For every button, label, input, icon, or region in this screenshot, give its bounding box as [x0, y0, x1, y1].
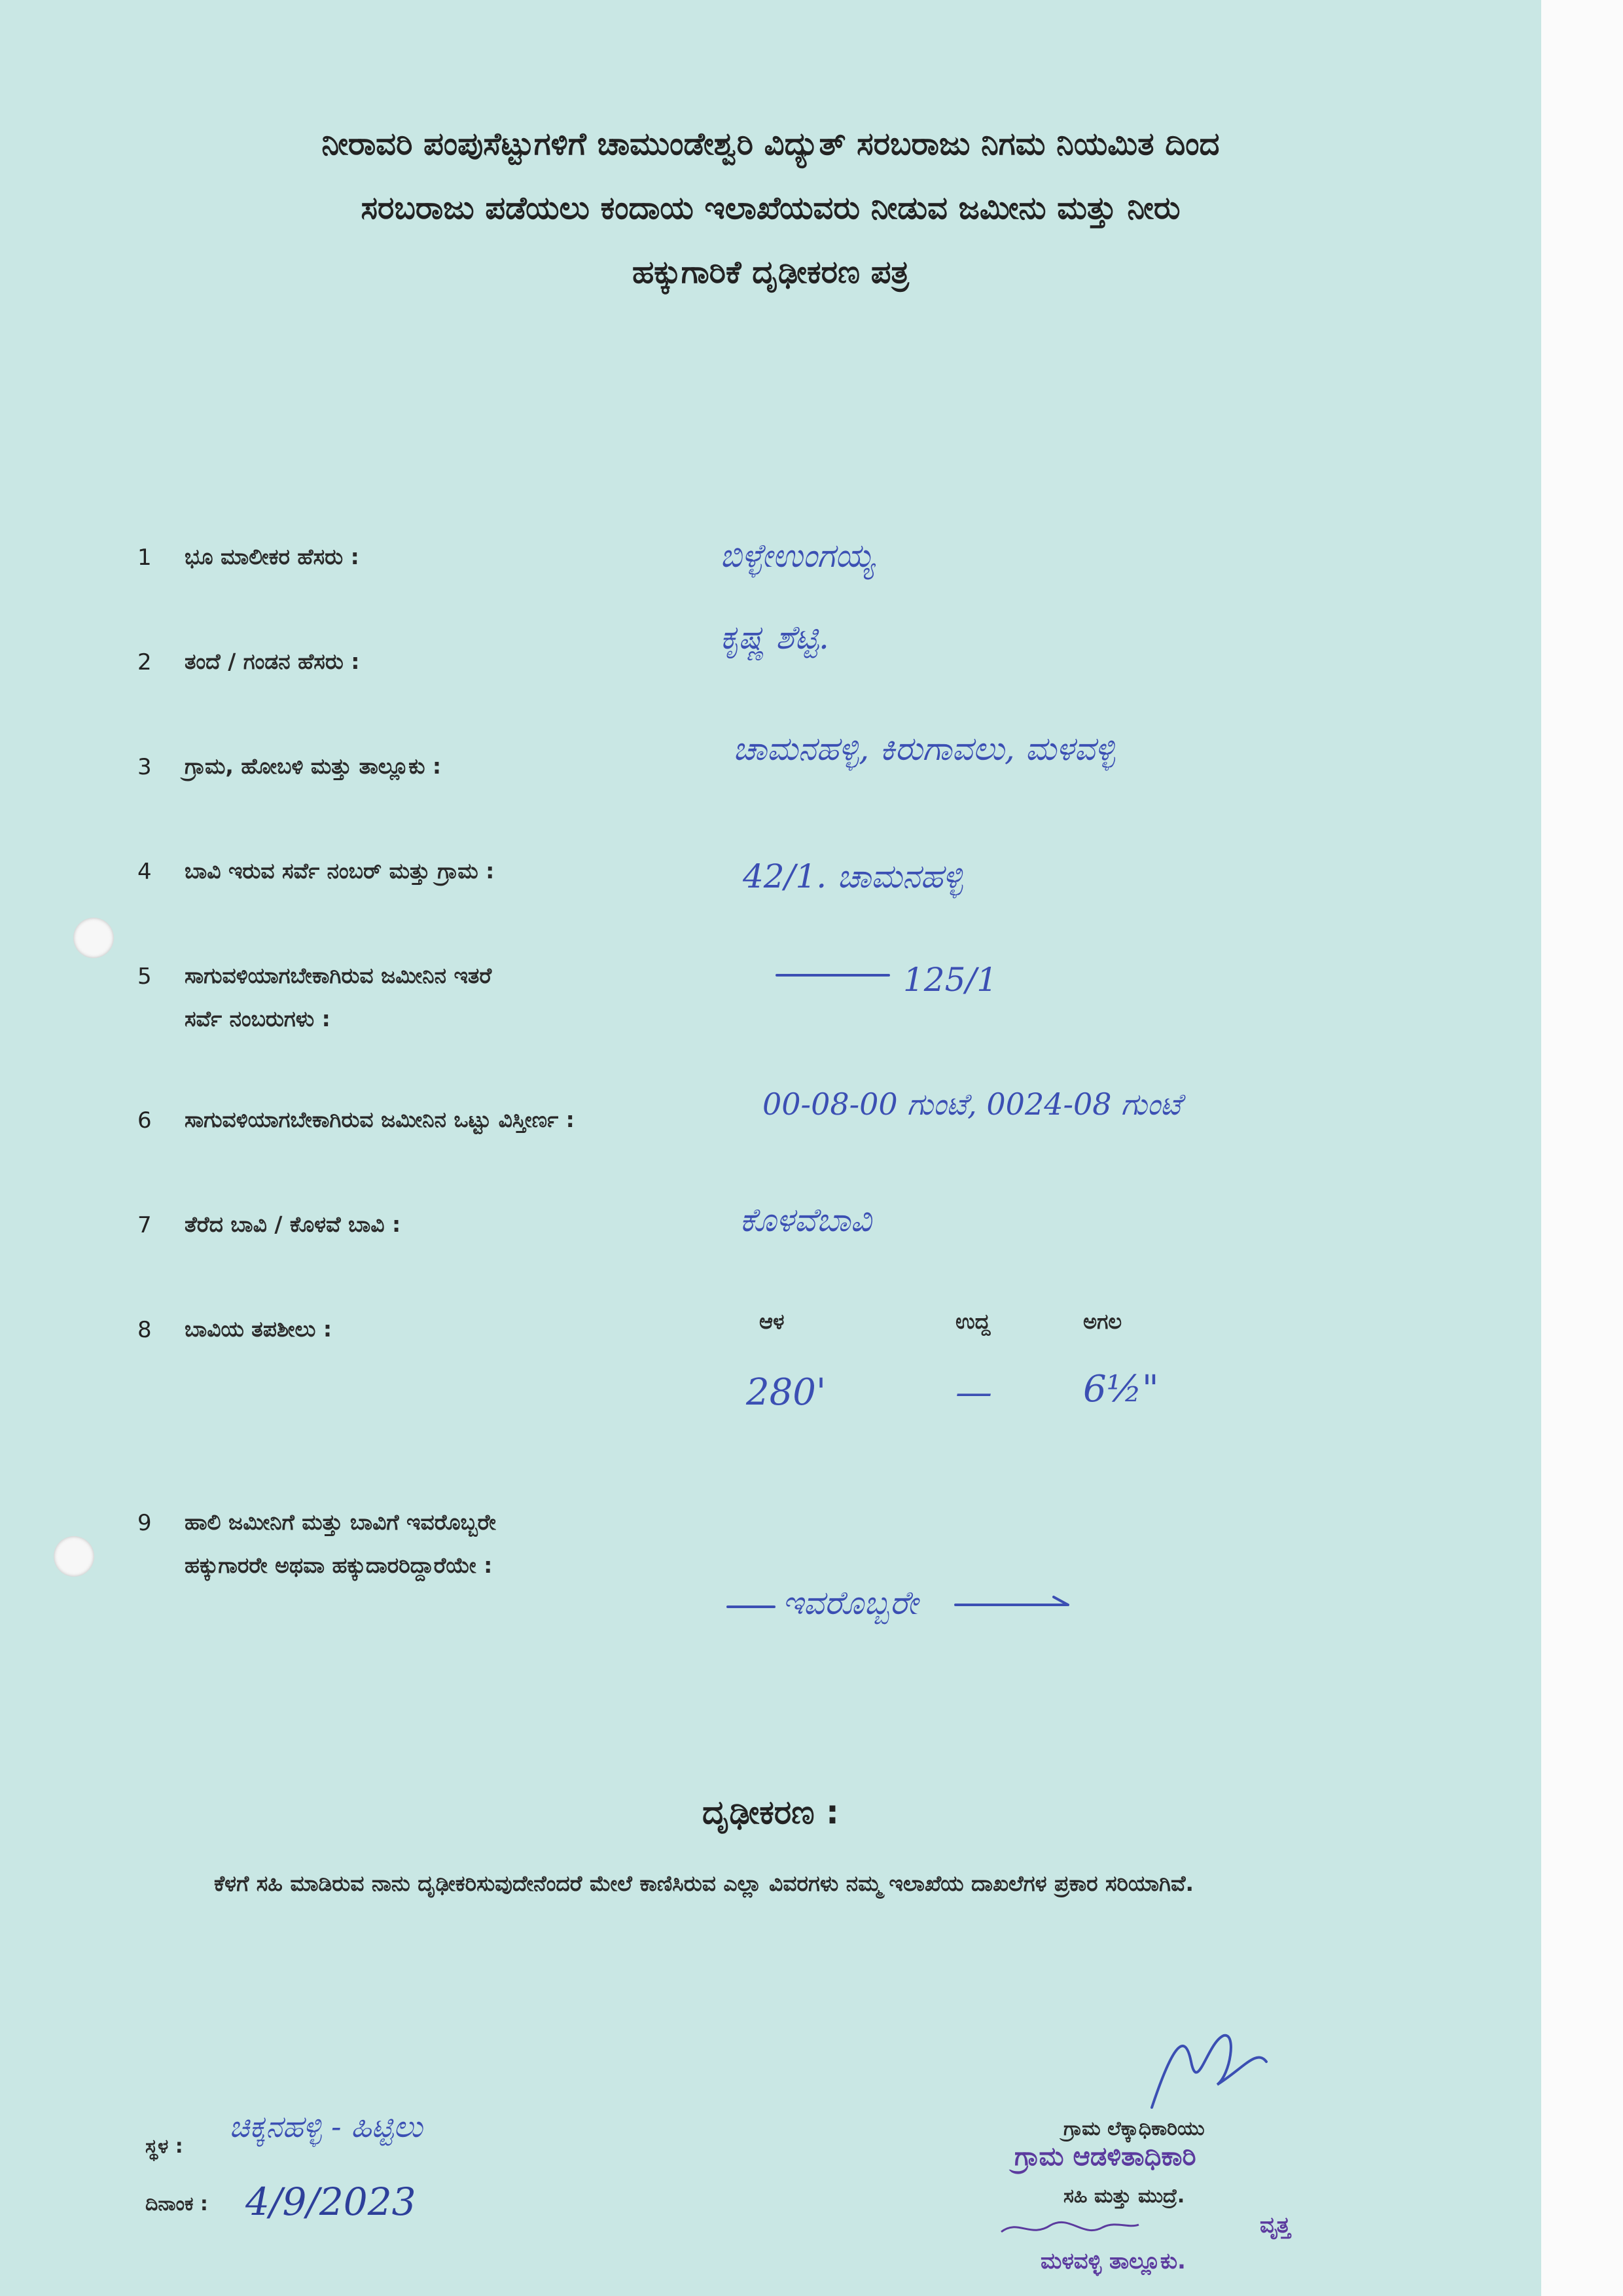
field-value-well-type: ಕೊಳವೆಬಾವಿ: [740, 1201, 872, 1239]
field-number: 9: [137, 1510, 152, 1536]
field-number: 6: [137, 1107, 152, 1134]
date-value: 4/9/2023: [245, 2179, 416, 2224]
dash-mark: [776, 974, 890, 977]
punch-hole-bottom: [54, 1536, 94, 1577]
certification-text: ಕೆಳಗೆ ಸಹಿ ಮಾಡಿರುವ ನಾನು ದೃಢೀಕರಿಸುವುದೇನೆಂದರೆ ಮೇಲೆ ಕಾಣಿಸಿರುವ ಎಲ್ಲಾ ವಿವರಗಳು ನಮ್ಮ ಇಲಾಖೆಯ ದಾಖಲೆಗಳ ಪ್ರಕಾರ ಸರಿಯಾಗಿವೆ.: [214, 1871, 1194, 1896]
field-value-other-survey-numbers: 125/1: [903, 961, 998, 999]
field-number: 1: [137, 545, 152, 571]
field-label-total-extent: ಸಾಗುವಳಿಯಾಗಬೇಕಾಗಿರುವ ಜಮೀನಿನ ಒಟ್ಟು ವಿಸ್ತೀರ್ಣ :: [185, 1107, 575, 1132]
field-value-owner-name: ಬಿಳ್ಳೇಉಂಗಯ್ಯ: [720, 537, 875, 575]
well-length-header: ಉದ್ದ: [955, 1309, 991, 1334]
field-label-sole-owner-line1: ಹಾಲಿ ಜಮೀನಿಗೆ ಮತ್ತು ಬಾವಿಗೆ ಇವರೊಬ್ಬರೇ: [185, 1509, 496, 1535]
officer-title: ಗ್ರಾಮ ಲೆಕ್ಕಾಧಿಕಾರಿಯು: [1063, 2117, 1205, 2140]
field-label-father-name: ತಂದೆ / ಗಂಡನ ಹೆಸರು :: [185, 649, 360, 674]
officer-signature: [1145, 2022, 1276, 2121]
punch-hole-top: [73, 918, 114, 958]
date-label: ದಿನಾಂಕ :: [145, 2193, 208, 2215]
certification-heading: ದೃಢೀಕರಣ :: [702, 1793, 840, 1831]
field-value-father-name: ಕೃಷ್ಣ ಶೆಟ್ಟಿ.: [720, 619, 829, 656]
field-number: 2: [137, 649, 152, 675]
well-width-header: ಅಗಲ: [1083, 1309, 1122, 1334]
well-depth-header: ಆಳ: [759, 1309, 785, 1334]
field-label-owner-name: ಭೂ ಮಾಲೀಕರ ಹೆಸರು :: [185, 544, 359, 569]
stamp-circle: ವೃತ್ತ: [1260, 2212, 1291, 2238]
title-line-2: ಸರಬರಾಜು ಪಡೆಯಲು ಕಂದಾಯ ಇಲಾಖೆಯವರು ನೀಡುವ ಜಮೀನು ಮತ್ತು ನೀರು: [361, 190, 1181, 226]
field-label-well-survey-number: ಬಾವಿ ಇರುವ ಸರ್ವೆ ನಂಬರ್ ಮತ್ತು ಗ್ರಾಮ :: [185, 858, 495, 884]
field-label-well-details: ಬಾವಿಯ ತಪಶೀಲು :: [185, 1316, 332, 1342]
place-value: ಚಿಕ್ಕನಹಳ್ಳಿ - ಹಿಟ್ಟಿಲು: [229, 2109, 423, 2144]
title-line-3: ಹಕ್ಕುಗಾರಿಕೆ ದೃಢೀಕರಣ ಪತ್ರ: [632, 254, 909, 291]
stamp-taluk: ಮಳವಳ್ಳಿ ತಾಲ್ಲೂಕು.: [1041, 2248, 1186, 2274]
field-label-other-survey-numbers-line2: ಸರ್ವೆ ನಂಬರುಗಳು :: [185, 1006, 330, 1031]
title-line-1: ನೀರಾವರಿ ಪಂಪುಸೆಟ್ಟುಗಳಿಗೆ ಚಾಮುಂಡೇಶ್ವರಿ ವಿದ್ಯುತ್ ಸರಬರಾಜು ನಿಗಮ ನಿಯಮಿತ ದಿಂದ: [321, 126, 1220, 162]
field-label-village-hobli-taluk: ಗ್ರಾಮ, ಹೋಬಳಿ ಮತ್ತು ತಾಲ್ಲೂಕು :: [185, 753, 442, 779]
signature-seal-label: ಸಹಿ ಮತ್ತು ಮುದ್ರೆ.: [1063, 2185, 1185, 2208]
field-number: 7: [137, 1212, 152, 1238]
field-label-sole-owner-line2: ಹಕ್ಕುಗಾರರೇ ಅಥವಾ ಹಕ್ಕುದಾರರಿದ್ದಾರೆಯೇ :: [185, 1552, 493, 1578]
field-number: 4: [137, 859, 152, 885]
stamp-officer-title: ಗ್ರಾಮ ಆಡಳಿತಾಧಿಕಾರಿ: [1014, 2142, 1196, 2172]
arrow-mark: [955, 1592, 1073, 1618]
field-number: 3: [137, 754, 152, 780]
field-label-well-type: ತೆರೆದ ಬಾವಿ / ಕೊಳವೆ ಬಾವಿ :: [185, 1211, 401, 1237]
field-number: 5: [137, 963, 152, 990]
well-depth-value: 280': [746, 1371, 827, 1414]
field-value-total-extent: 00-08-00 ಗುಂಟೆ, 0024-08 ಗುಂಟೆ: [762, 1086, 1182, 1122]
scan-margin: [1541, 0, 1623, 2296]
field-value-well-survey-number: 42/1. ಚಾಮನಹಳ್ಳಿ: [743, 857, 963, 895]
dash-mark: [726, 1605, 776, 1608]
field-value-village-hobli-taluk: ಚಾಮನಹಳ್ಳಿ, ಕಿರುಗಾವಲು, ಮಳವಳ್ಳಿ: [733, 730, 1115, 768]
field-label-other-survey-numbers-line1: ಸಾಗುವಳಿಯಾಗಬೇಕಾಗಿರುವ ಜಮೀನಿನ ಇತರೆ: [185, 963, 492, 988]
field-value-sole-owner: ಇವರೊಬ್ಬರೇ: [782, 1584, 918, 1622]
well-width-value: 6½": [1083, 1368, 1159, 1410]
stamp-signature: [998, 2215, 1142, 2242]
well-length-value: —: [955, 1371, 992, 1414]
place-label: ಸ್ಥಳ :: [145, 2135, 183, 2158]
field-number: 8: [137, 1317, 152, 1343]
